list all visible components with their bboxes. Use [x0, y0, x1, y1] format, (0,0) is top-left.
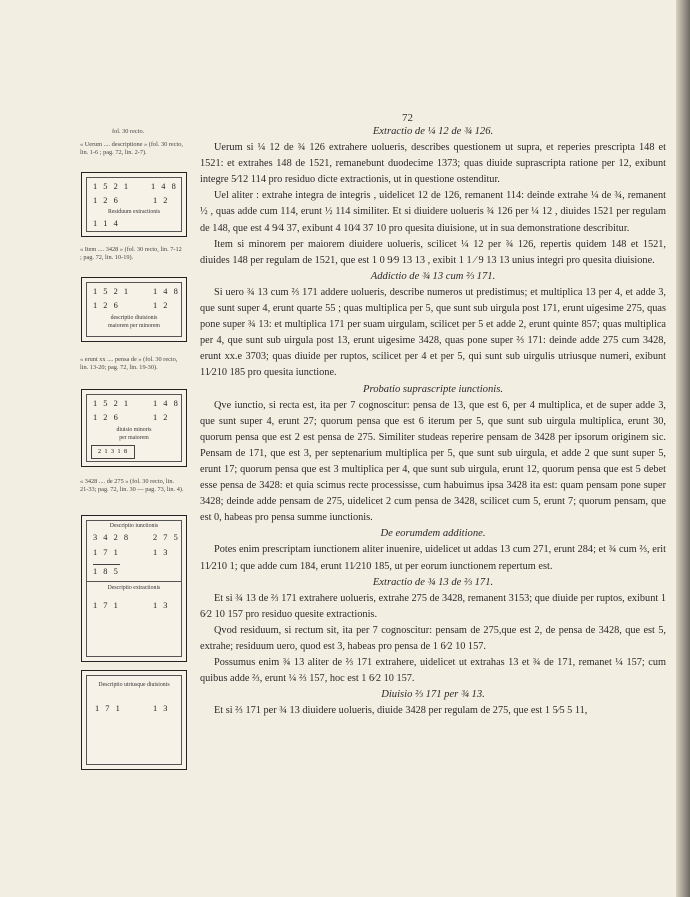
box-number: 1 7 1: [95, 704, 122, 713]
margin-note: « Uerum .... descriptione » (fol. 30 recto, lin. 1-6 ; pag. 72, lin. 2-7).: [80, 141, 183, 157]
box-number: 2 7 5: [153, 533, 180, 542]
paragraph: Et si ⅔ 171 per ¾ 13 diuidere uolueris, diuide 3428 per regulam de 275, que est 1 5⁄5 5 11,: [214, 705, 588, 717]
figure-box-addition: [81, 515, 187, 662]
box-number: 1 2 6: [93, 301, 120, 310]
box-number: 1 7 1: [93, 548, 120, 557]
paragraph: Item si minorem per maiorem diuidere uolueris, scilicet ¼ 12 per ¾ 126, repertis quidem 148 et 1521, diuides 148 per regulam de 1521, que est 1 0 9⁄9 13 13 , exibit 1 1 ⁄ 9 13 13 unius integri pro quesita diuisione.: [200, 238, 666, 266]
box-number: 1 4 8: [153, 287, 180, 296]
box-number: 1 1 4: [93, 219, 120, 228]
box-caption: maiorem per minorem: [108, 323, 160, 329]
figure-box-extraction: [81, 172, 187, 237]
box-number: 1 2 6: [93, 413, 120, 422]
box-caption: Descriptio iunctionis: [109, 523, 159, 529]
box-number: 1 2: [153, 196, 170, 205]
section-heading: Addictio de ¾ 13 cum ⅔ 171.: [370, 270, 496, 282]
box-number: 1 3: [153, 704, 170, 713]
box-number: 1 2: [153, 413, 170, 422]
margin-note: fol. 30 recto.: [112, 128, 145, 135]
box-number: 1 7 1: [93, 601, 120, 610]
margin-note: « erunt xx .... pensa de » (fol. 30 recto, lin. 13-20; pag. 72, lin. 19-30).: [80, 356, 178, 372]
section-heading: De eorumdem additione.: [380, 528, 486, 540]
box-number: 1 5 2 1: [93, 287, 131, 296]
paragraph: Qvod residuum, si rectum sit, ita per 7 cognoscitur: pensam de 275,que est 2, de pensa de 3428, que est 5, extrahe; residuum uero, quod est 3, habeas pro pensa de 1 6⁄2 10 157.: [200, 624, 666, 652]
figure-box-minor-division: [81, 389, 187, 467]
paragraph: Et si ¾ 13 de ⅔ 171 extrahere uolueris, extrahe 275 de 3428, remanent 3153; que diuide per ruptos, exibunt 1 6⁄2 10 157 pro residuo quesite extractionis.: [200, 592, 666, 620]
box-caption: per maiorem: [119, 435, 149, 441]
paragraph: Qve iunctio, si recta est, ita per 7 cognoscitur: pensa de 13, que est 6, per 4 multiplica, et de super adde 3, que sunt super 4, erunt 27; quorum pensa que est 6 iterum per 5, que sunt sub uirgula multiplica, erunt 30, quorum pensa que est 2 est pensa de 275. Similiter studeas reperire pensam de 3428 per ipsorum originem sic. Pensam de 171, que est 3, per septenarium multiplica per 5, que sunt sub uirgula, et adde 2 que sunt super 5, erunt 17; quorum pensa que est 3 multiplica per 4, que sunt sub uirgula, erunt 12, quorum pensa que est 5 debet esse pensa de 3428: et quia scimus recte processisse, cum habuimus ipsa 3428 ita est: quam pensam pone super 3428; deinde adde pensam de 275, uidelicet 2 cum pensa de 3428, scilicet cum 5, erunt 7; quorum pensam, que est 0, habeas pro pensa summe iunctionis.: [200, 399, 666, 524]
paragraph: Si uero ¾ 13 cum ⅔ 171 addere uolueris, describe numeros ut predistimus; et multiplica 13 per 4, et adde 3, que sunt super 4, erunt quarte 55 ; quas multiplica per 5, que sunt sub uirgula post 171, erunt uigesime 275, quas pone super ¾ 13: et multiplica 171 per suam uirgulam, scilicet per 5 et adde 2, erunt quinte 857; quas multiplica per 4, que sunt sub uirgula post 13, erunt uigesime 3428, quas pone super ⅔ 171: deinde adde 275 cum 3428, erunt xx.e 3703; quas diuide per ruptos, scilicet per 4 et per 5, qui sunt sub uirgulis utriusque numeri, exibunt 11⁄210 185 pro quesita iunctione.: [200, 286, 666, 379]
box-caption: Descriptio extractionis: [107, 585, 161, 591]
paragraph: Possumus enim ¾ 13 aliter de ⅔ 171 extrahere, uidelicet ut extrahas 13 et ¾ de 171, remanet ¼ 157; cum quibus adde ⅔, erunt ¼ ⅔ 157, hoc est 1 6⁄2 10 157.: [200, 657, 666, 685]
figure-box-division-both: [81, 670, 187, 770]
paragraph: Potes enim prescriptam iunctionem aliter inuenire, uidelicet ut addas 13 cum 271, erunt 284; et ¾ cum ⅔, erit 11⁄210 1; que adde cum 184, erunt 11⁄210 185, ut per eorum iunctionem repertum est.: [200, 544, 666, 572]
box-number: 1 5 2 1: [93, 182, 131, 191]
section-heading: Probatio suprascripte iunctionis.: [363, 383, 503, 395]
box-number: 1 3: [153, 601, 170, 610]
box-number: 3 4 2 8: [93, 533, 131, 542]
box-caption: descriptio diuisionis: [110, 315, 158, 321]
box-caption: Residuum extractionis: [107, 209, 160, 215]
box-number: 1 2: [153, 301, 170, 310]
section-heading: Extractio de ¼ 12 de ¾ 126.: [372, 126, 494, 137]
box-number: 1 3: [153, 548, 170, 557]
paragraph: Uerum si ¼ 12 de ¾ 126 extrahere uolueris, describes questionem ut supra, et reperies prescripta 148 et 1521: et extrahes 148 de 1521, remanebunt duodecime 1373; quas diuide suprascripta ratione per 12, exibunt integre 5⁄12 114 pro residuo dicte extractionis, ut in questione ostenditur.: [200, 142, 666, 186]
section-heading: Diuisio ⅔ 171 per ¾ 13.: [381, 689, 485, 701]
figure-box-division: [81, 277, 187, 342]
box-caption: Descriptio utriusque diuisionis: [98, 682, 170, 688]
margin-note: « 3428 .... de 275 » (fol. 30 recto, lin. 21-33; pag. 72, lin. 30 — pag. 73, lin. 4).: [80, 478, 184, 494]
box-number: 1 4 8: [153, 399, 180, 408]
box-number: 1 2 6: [93, 196, 120, 205]
page-number: 72: [402, 112, 413, 124]
paragraph: Uel aliter : extrahe integra de integris , uidelicet 12 de 126, remanent 114: deinde extrahe ¼ de ¾, remanent ½ , quas adde cum 114, erunt ½ 114 similiter. Et si diuidere uolueris ¾ 126 per ¼ 12 , diuides 1521 per regulam de 148, que est 4 9⁄4 37, exibunt 4 10⁄4 37 10 pro quesita diuisione, ut in sua demonstratione describitur.: [200, 190, 666, 234]
box-number: 1 8 5: [93, 564, 120, 576]
main-text: [200, 124, 666, 719]
box-number: 1 4 8: [151, 182, 178, 191]
margin-note: « Item .... 3428 » (fol. 30 recto, lin. 7-12 ; pag. 72, lin. 10-19).: [80, 246, 182, 262]
page-edge-shadow: [676, 0, 690, 897]
box-number: 1 5 2 1: [93, 399, 131, 408]
box-caption: diuisio minoris: [116, 427, 152, 433]
section-heading: Extractio de ¾ 13 de ⅔ 171.: [372, 576, 494, 588]
box-number: 2 1 3 1 8: [91, 445, 135, 459]
